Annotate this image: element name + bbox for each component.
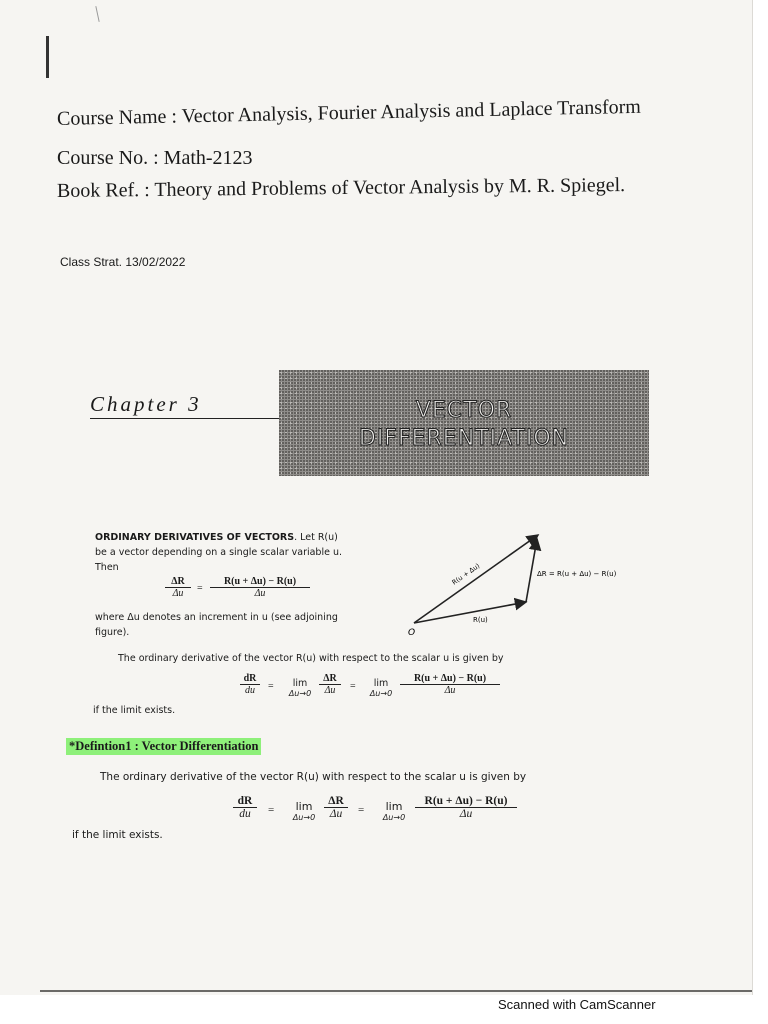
chapter-title-line1: VECTOR — [415, 398, 513, 423]
lim-word: lim — [373, 678, 389, 689]
r-u-du-label: R(u + Δu) — [450, 561, 482, 587]
definition-limit-quotient — [415, 795, 517, 820]
lim-subscript: Δu→0 — [288, 689, 312, 698]
pen-mark — [46, 36, 49, 78]
equals-sign: = — [358, 804, 365, 816]
section-intro-line2: be a vector depending on a single scalar variable u. — [95, 547, 343, 558]
vector-triangle-figure — [400, 525, 650, 640]
lim-subscript: Δu→0 — [369, 689, 393, 698]
definition-sentence: The ordinary derivative of the vector R(u) with respect to the scalar u is given by — [100, 771, 527, 783]
origin-label: O — [408, 628, 416, 638]
delta-r-label: ΔR = R(u + Δu) − R(u) — [537, 570, 617, 578]
definition-limit-exists: if the limit exists. — [72, 829, 163, 841]
chapter-underline — [90, 418, 280, 419]
fraction-numerator: ΔR — [319, 673, 341, 685]
vector-delta-r — [526, 539, 537, 602]
fraction-denominator: Δu — [254, 588, 266, 599]
equals-sign: = — [350, 681, 356, 692]
derivative-lhs — [240, 673, 260, 696]
fraction-numerator: ΔR — [324, 795, 348, 808]
r-u-label: R(u) — [473, 616, 488, 624]
book-reference: Book Ref. : Theory and Problems of Vector Analysis by M. R. Spiegel. — [56, 174, 626, 202]
lim-word: lim — [292, 678, 308, 689]
fraction-numerator: ΔR — [165, 576, 191, 588]
section-intro-rest: . Let R(u) — [294, 532, 338, 543]
fraction-denominator: Δu — [329, 808, 343, 820]
limit-operator — [284, 800, 324, 822]
section-intro-line3: Then — [95, 562, 119, 573]
chapter-label: Chapter 3 — [90, 392, 202, 416]
lim-subscript: Δu→0 — [292, 813, 316, 822]
equals-sign: = — [268, 681, 274, 692]
fraction-denominator: Δu — [324, 685, 336, 696]
limit-quotient — [400, 673, 500, 696]
where-line2: figure). — [95, 627, 130, 638]
vector-r-u — [414, 602, 526, 623]
lim-word: lim — [295, 800, 313, 813]
where-line1: where Δu denotes an increment in u (see adjoining — [95, 612, 338, 623]
page-bottom-edge — [40, 990, 752, 992]
chapter-title-box — [279, 370, 649, 476]
limit-operator — [374, 800, 414, 822]
scanner-watermark: Scanned with CamScanner — [498, 997, 656, 1012]
fraction-numerator: dR — [233, 795, 257, 808]
lim-word: lim — [385, 800, 403, 813]
limit-operator — [363, 678, 399, 698]
definition-limit-fraction — [324, 795, 348, 820]
fraction-denominator: Δu — [459, 808, 473, 820]
equals-sign: = — [268, 804, 275, 816]
definition-lhs — [233, 795, 257, 820]
delta-eq-lhs — [165, 576, 191, 599]
chapter-title-line2: DIFFERENTIATION — [358, 426, 570, 451]
vector-r-u-du — [414, 535, 538, 623]
fraction-numerator: dR — [240, 673, 260, 685]
limit-operator — [282, 678, 318, 698]
class-start-date: Class Strat. 13/02/2022 — [60, 255, 186, 269]
fraction-denominator: Δu — [172, 588, 184, 599]
limit-fraction — [319, 673, 341, 696]
course-number: Course No. : Math-2123 — [57, 147, 253, 169]
delta-eq-rhs — [210, 576, 310, 599]
fraction-numerator: R(u + Δu) − R(u) — [400, 673, 500, 685]
section-intro-line1 — [95, 532, 338, 543]
fraction-denominator: du — [245, 685, 255, 696]
equals-sign: = — [197, 583, 203, 594]
fraction-denominator: du — [239, 808, 251, 820]
fraction-denominator: Δu — [444, 685, 456, 696]
lim-subscript: Δu→0 — [382, 813, 406, 822]
section-heading: ORDINARY DERIVATIVES OF VECTORS — [95, 532, 295, 543]
fraction-numerator: R(u + Δu) − R(u) — [415, 795, 517, 808]
limit-exists-note: if the limit exists. — [93, 705, 176, 716]
pen-tick — [95, 6, 99, 22]
course-name: Course Name : Vector Analysis, Fourier Analysis and Laplace Transform — [56, 95, 642, 130]
definition-heading: *Defintion1 : Vector Differentiation — [66, 738, 261, 755]
derivative-sentence: The ordinary derivative of the vector R(u) with respect to the scalar u is given by — [118, 653, 504, 664]
fraction-numerator: R(u + Δu) − R(u) — [210, 576, 310, 588]
